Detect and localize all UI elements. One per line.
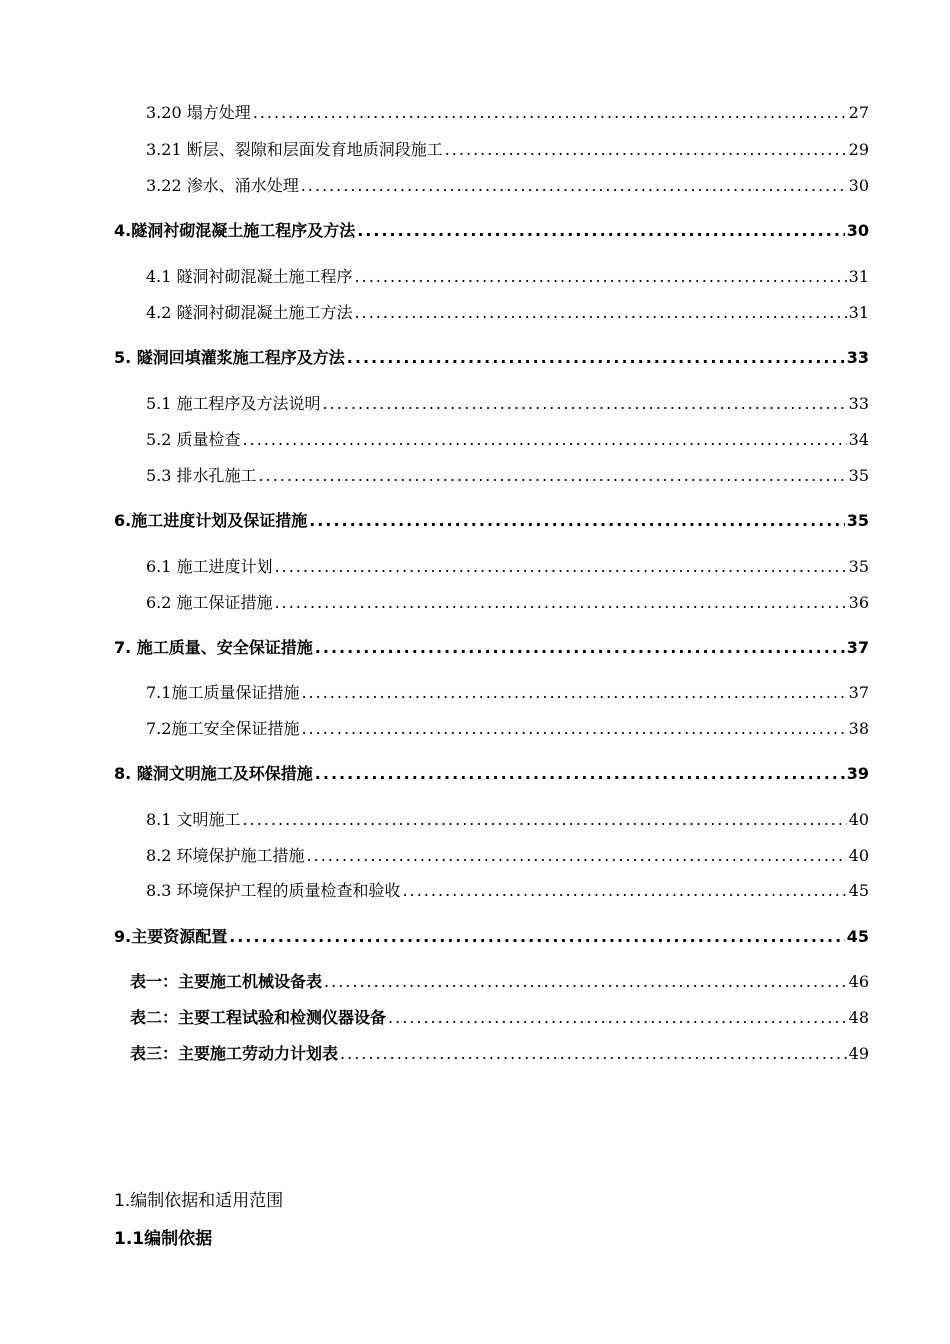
toc-entry-label: 6.2 施工保证措施: [146, 593, 273, 612]
toc-page-number: 27: [848, 103, 869, 122]
toc-entry[interactable]: [146, 716, 869, 739]
toc-entry[interactable]: [146, 554, 869, 577]
toc-leader-dots: [243, 430, 847, 449]
toc-page-number: 35: [848, 466, 869, 485]
subsection-heading: 1.1编制依据: [114, 1229, 213, 1249]
toc-page-number: 34: [848, 430, 869, 449]
toc-page-number: 33: [846, 348, 869, 367]
toc-entry-label: 4.隧洞衬砌混凝土施工程序及方法: [114, 221, 356, 240]
toc-page-number: 30: [846, 221, 869, 240]
toc-leader-dots: [340, 1044, 847, 1063]
toc-entry-label: 7.1施工质量保证措施: [146, 683, 300, 702]
toc-entry[interactable]: [146, 173, 869, 196]
toc-entry[interactable]: [146, 843, 869, 866]
toc-entry-label: 4.1 隧洞衬砌混凝土施工程序: [146, 267, 353, 286]
toc-chapter-entry[interactable]: [114, 345, 869, 368]
toc-chapter-entry[interactable]: [114, 508, 869, 531]
toc-leader-dots: [259, 466, 847, 485]
toc-entry[interactable]: [146, 590, 869, 613]
toc-leader-dots: [243, 810, 847, 829]
toc-entry-label: 8.1 文明施工: [146, 810, 241, 829]
toc-entry-label: 4.2 隧洞衬砌混凝土施工方法: [146, 303, 353, 322]
toc-entry-label: 7.2施工安全保证措施: [146, 719, 300, 738]
toc-entry[interactable]: [146, 878, 869, 901]
toc-leader-dots: [309, 511, 845, 530]
toc-page-number: 31: [848, 303, 869, 322]
section-heading: 1.编制依据和适用范围: [114, 1191, 284, 1211]
toc-entry-label: 6.1 施工进度计划: [146, 557, 273, 576]
toc-entry[interactable]: [146, 300, 869, 323]
toc-entry[interactable]: [146, 137, 869, 160]
toc-entry-label: 8. 隧洞文明施工及环保措施: [114, 764, 313, 783]
toc-table-entry[interactable]: [130, 1005, 869, 1028]
toc-page-number: 29: [848, 140, 869, 159]
toc-page-number: 46: [848, 972, 869, 991]
toc-entry-label: 5.2 质量检查: [146, 430, 241, 449]
toc-page-number: 38: [848, 719, 869, 738]
toc-entry[interactable]: [146, 807, 869, 830]
toc-chapter-entry[interactable]: [114, 761, 869, 784]
toc-entry-label: 5.1 施工程序及方法说明: [146, 394, 321, 413]
toc-entry[interactable]: [146, 680, 869, 703]
toc-leader-dots: [275, 593, 847, 612]
toc-page-number: 36: [848, 593, 869, 612]
toc-leader-dots: [355, 267, 847, 286]
toc-leader-dots: [307, 846, 847, 865]
toc-entry-label: 8.3 环境保护工程的质量检查和验收: [146, 881, 401, 900]
toc-page-number: 37: [848, 683, 869, 702]
toc-leader-dots: [357, 221, 845, 240]
toc-leader-dots: [301, 176, 847, 195]
toc-entry-label: 7. 施工质量、安全保证措施: [114, 638, 313, 657]
toc-leader-dots: [275, 557, 847, 576]
toc-entry-label: 8.2 环境保护施工措施: [146, 846, 305, 865]
toc-entry-label: 表三：主要施工劳动力计划表: [130, 1044, 339, 1063]
toc-leader-dots: [403, 881, 847, 900]
toc-leader-dots: [355, 303, 847, 322]
toc-page-number: 49: [848, 1044, 869, 1063]
toc-leader-dots: [301, 683, 846, 702]
toc-table-entry[interactable]: [130, 1041, 869, 1064]
toc-page-number: 40: [848, 846, 869, 865]
toc-page-number: 45: [848, 881, 869, 900]
toc-entry-label: 9.主要资源配置: [114, 927, 228, 946]
toc-entry-label: 5.3 排水孔施工: [146, 466, 257, 485]
toc-entry-label: 表二：主要工程试验和检测仪器设备: [130, 1008, 387, 1027]
toc-leader-dots: [445, 140, 847, 159]
toc-leader-dots: [253, 103, 847, 122]
toc-page-number: 40: [848, 810, 869, 829]
toc-page-number: 39: [846, 764, 869, 783]
toc-leader-dots: [315, 638, 845, 657]
toc-page-number: 35: [848, 557, 869, 576]
toc-chapter-entry[interactable]: [114, 218, 869, 241]
toc-page-number: 48: [848, 1008, 869, 1027]
toc-page-number: 33: [848, 394, 869, 413]
toc-entry[interactable]: [146, 463, 869, 486]
toc-table-entry[interactable]: [130, 969, 869, 992]
toc-entry-label: 3.20 塌方处理: [146, 103, 251, 122]
toc-leader-dots: [301, 719, 846, 738]
toc-leader-dots: [229, 927, 845, 946]
toc-page-number: 45: [846, 927, 869, 946]
toc-chapter-entry[interactable]: [114, 924, 869, 947]
toc-leader-dots: [324, 972, 847, 991]
toc-entry-label: 3.22 渗水、涌水处理: [146, 176, 299, 195]
toc-entry-label: 表一：主要施工机械设备表: [130, 972, 323, 991]
toc-entry[interactable]: [146, 100, 869, 123]
toc-entry[interactable]: [146, 427, 869, 450]
toc-chapter-entry[interactable]: [114, 635, 869, 658]
toc-leader-dots: [347, 348, 845, 367]
toc-leader-dots: [323, 394, 847, 413]
toc-leader-dots: [315, 764, 845, 783]
toc-entry[interactable]: [146, 391, 869, 414]
toc-entry-label: 6.施工进度计划及保证措施: [114, 511, 308, 530]
toc-entry-label: 3.21 断层、裂隙和层面发育地质洞段施工: [146, 140, 443, 159]
toc-page-number: 31: [848, 267, 869, 286]
toc-page-number: 30: [848, 176, 869, 195]
toc-leader-dots: [388, 1008, 847, 1027]
toc-page-number: 37: [846, 638, 869, 657]
toc-entry[interactable]: [146, 264, 869, 287]
toc-page-number: 35: [846, 511, 869, 530]
toc-entry-label: 5. 隧洞回填灌浆施工程序及方法: [114, 348, 345, 367]
